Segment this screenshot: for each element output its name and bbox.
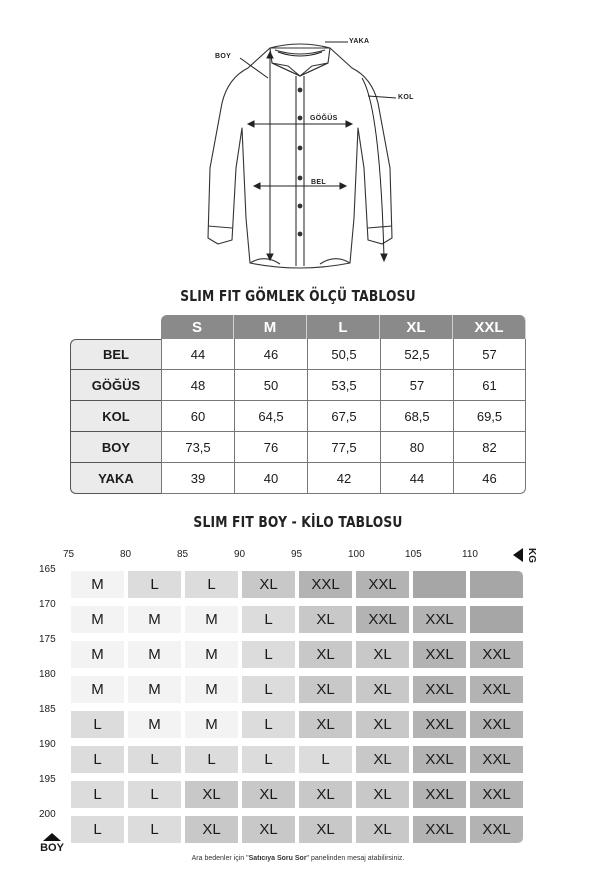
size-cell: XL [184,780,239,809]
size-cell: XXL [469,640,524,669]
kg-tick: 75 [63,549,75,560]
size-cell: L [184,570,239,599]
size-cell: L [184,745,239,774]
boy-tick: 200 [39,809,56,820]
boy-axis-label: BOY [40,842,64,854]
size-cell: XL [298,605,353,634]
measurement-value: 73,5 [161,432,234,463]
measurement-value: 61 [453,370,526,401]
table-row [70,339,526,370]
measurement-value: 42 [307,463,380,494]
measurement-value: 76 [234,432,307,463]
boy-tick: 180 [39,669,56,680]
size-cell: XXL [298,570,353,599]
size-cell: XXL [355,570,410,599]
kol-label: KOL [398,94,414,101]
size-cell: M [70,570,125,599]
size-cell: L [127,815,182,844]
kg-tick: 85 [177,549,189,560]
measurement-label: GÖĞÜS [70,370,161,401]
size-cell: XXL [412,605,467,634]
size-cell: L [241,710,296,739]
size-cell: M [70,605,125,634]
measurement-value: 44 [161,339,234,370]
size-header-xxl: XXL [453,315,526,339]
size-cell: XL [355,710,410,739]
footnote-bold: Satıcıya Soru Sor [248,855,307,862]
size-header-l: L [307,315,380,339]
measurement-value: 77,5 [307,432,380,463]
size-cell: XXL [469,815,524,844]
measurement-value: 46 [453,463,526,494]
size-cell [412,570,467,599]
size-header-xl: XL [380,315,453,339]
size-cell: XXL [355,605,410,634]
table-row [70,432,526,463]
measurement-label: BOY [70,432,161,463]
kg-tick: 95 [291,549,303,560]
size-cell: L [127,570,182,599]
size-cell [469,570,524,599]
shirt-diagram [170,18,440,276]
size-cell: XL [298,815,353,844]
measurement-value: 68,5 [380,401,453,432]
measurement-label: BEL [70,339,161,370]
boy-tick: 170 [39,599,56,610]
size-cell: XL [298,710,353,739]
shirt-illustration [170,18,440,276]
arrow-left-icon [513,548,523,562]
size-cell: L [70,710,125,739]
size-cell: XXL [412,780,467,809]
size-cell: L [241,675,296,704]
boy-label: BOY [215,53,232,60]
measurement-value: 60 [161,401,234,432]
size-header-s: S [161,315,234,339]
yaka-label: YAKA [349,38,370,45]
boy-axis-marker [37,833,67,854]
size-cell: M [70,640,125,669]
measurement-value: 48 [161,370,234,401]
boy-tick: 185 [39,704,56,715]
boy-tick: 190 [39,739,56,750]
measurement-label: YAKA [70,463,161,494]
size-cell [469,605,524,634]
size-cell: M [184,710,239,739]
table-row [70,463,526,494]
bel-label: BEL [311,179,326,186]
size-cell: M [70,675,125,704]
arrow-up-icon [43,833,61,841]
size-cell: XL [355,745,410,774]
kg-tick: 100 [348,549,365,560]
kg-axis-label: KG [526,547,537,563]
measurement-value: 67,5 [307,401,380,432]
measurement-value: 50 [234,370,307,401]
measurement-value: 57 [380,370,453,401]
size-cell: XL [298,675,353,704]
size-cell: XXL [412,640,467,669]
measurement-value: 52,5 [380,339,453,370]
footnote-suffix: " panelinden mesaj atabilirsiniz. [306,855,405,862]
size-cell: M [184,675,239,704]
size-cell: XXL [469,780,524,809]
size-cell: XL [298,780,353,809]
size-cell: XL [241,570,296,599]
size-cell: XXL [412,745,467,774]
size-cell: XXL [412,815,467,844]
footnote-prefix: Ara bedenler için " [191,855,249,862]
kg-axis-marker [513,548,539,562]
gogus-label: GÖĞÜS [310,115,338,122]
size-cell: XL [355,675,410,704]
size-cell: XXL [469,745,524,774]
size-cell: L [241,745,296,774]
size-cell: L [127,780,182,809]
kg-tick: 105 [405,549,422,560]
measurement-value: 50,5 [307,339,380,370]
size-cell: L [241,605,296,634]
size-header-m: M [234,315,307,339]
measurement-value: 39 [161,463,234,494]
size-cell: L [298,745,353,774]
size-cell: XXL [412,675,467,704]
measurement-value: 69,5 [453,401,526,432]
size-cell: M [127,710,182,739]
boy-tick: 165 [39,564,56,575]
footnote [0,855,596,862]
size-cell: M [127,675,182,704]
size-cell: XXL [469,675,524,704]
size-cell: XL [355,640,410,669]
size-cell: M [184,640,239,669]
boy-tick: 195 [39,774,56,785]
size-cell: M [127,640,182,669]
kg-tick: 80 [120,549,132,560]
size-cell: XL [184,815,239,844]
size-cell: L [70,815,125,844]
size-cell: XL [355,780,410,809]
size-cell: XL [241,815,296,844]
size-cell: XL [355,815,410,844]
measurement-value: 53,5 [307,370,380,401]
boy-kilo-chart [0,540,596,870]
size-cell: L [127,745,182,774]
weight-chart-title: SLIM FIT BOY - KİLO TABLOSU [193,513,403,531]
measurement-value: 57 [453,339,526,370]
measurement-value: 64,5 [234,401,307,432]
measurement-value: 40 [234,463,307,494]
size-cell: L [241,640,296,669]
size-cell: L [70,745,125,774]
measurement-label: KOL [70,401,161,432]
kg-tick: 90 [234,549,246,560]
size-cell: M [184,605,239,634]
kg-tick: 110 [462,549,478,560]
table-row [70,370,526,401]
size-cell: XL [241,780,296,809]
measurement-value: 46 [234,339,307,370]
size-cell: XXL [412,710,467,739]
measurement-value: 44 [380,463,453,494]
measurement-value: 80 [380,432,453,463]
boy-tick: 175 [39,634,56,645]
table-row [70,401,526,432]
size-cell: L [70,780,125,809]
size-cell: XXL [469,710,524,739]
size-cell: XL [298,640,353,669]
size-cell: M [127,605,182,634]
size-table-title: SLIM FIT GÖMLEK ÖLÇÜ TABLOSU [180,287,416,305]
measurement-value: 82 [453,432,526,463]
